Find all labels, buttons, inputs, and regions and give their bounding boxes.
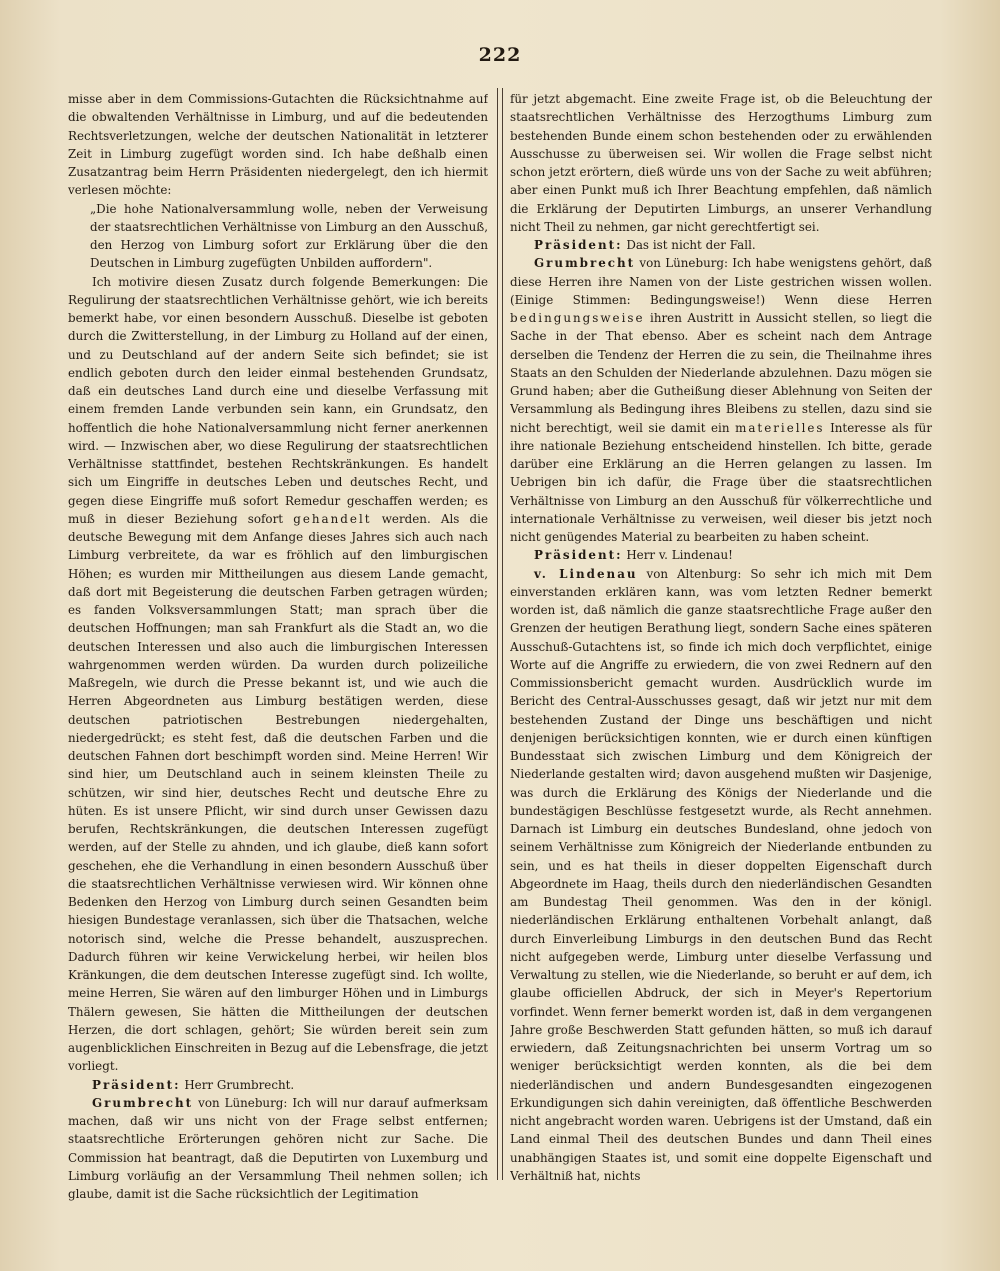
paragraph-continuation: für jetzt abgemacht. Eine zweite Frage ist, ob die Beleuchtung der staatsrechtlichen Verhältnisse des Herzogthums Limburg zum bestehenden Bunde einem schon bestehenden oder zu erwählenden Ausschusse zu überweisen sei. Wir wollen die Frage selbst nicht schon jetzt erörtern, dieß würde uns von der Sache zu weit abführen; aber einen Punkt muß ich Ihrer Beachtung empfehlen, daß nämlich die Erklärung der Deputirten Limburgs, an unserer Verhandlung nicht Theil zu nehmen, gar nicht gerechtfertigt sei.	[510, 92, 932, 234]
speaker-name: Präsident:	[534, 238, 623, 252]
left-column	[68, 90, 488, 1240]
speech-president	[510, 546, 932, 564]
speech-text: Interesse als für ihre nationale Beziehung entscheidend hinstellen. Ich bitte, gerade darüber eine Erklärung an die Herren gelangen zu lassen. Im Uebrigen bin ich dafür, die Frage über die staatsrechtlichen Verhältnisse von Limburg an den Ausschuß für völkerrechtliche und internationale Verhältnisse zu verweisen, weil dieser bis jetzt noch nicht genügendes Material zu bearbeiten zu haben scheint.	[510, 420, 932, 544]
paragraph-text: Ich motivire diesen Zusatz durch folgende Bemerkungen: Die Regulirung der staatsrechtlichen Verhältnisse gehört, wie ich bereits bemerkt habe, vor einen besondern Ausschuß. Dieselbe ist geboten durch die Zwitterstellung, in der Limburg zu Holland auf der einen, und zu Deutschland auf der andern Seite sich befindet; sie ist endlich geboten durch den leider einmal bestehenden Grundsatz, daß ein deutsches Land durch eine und dieselbe Verfassung mit einem fremden Lande verbunden sein kann, ein Grundsatz, den hoffentlich die hohe Nationalversammlung nicht ferner anerkennen wird. — Inzwischen aber, wo diese Regulirung der staatsrechtlichen Verhältnisse stattfindet, bestehen Rechtskränkungen. Es handelt sich um Eingriffe in deutsches Leben und deutsches Recht, und gegen diese Eingriffe muß sofort Remedur geschaffen werden; es muß in dieser Beziehung sofort	[68, 274, 488, 526]
emphasized-word: materielles	[735, 420, 825, 435]
emphasized-word: gehandelt	[293, 511, 372, 526]
emphasized-word: bedingungsweise	[510, 311, 645, 325]
paragraph-text: werden. Als die deutsche Bewegung mit dem Anfange dieses Jahres sich auch nach Limburg verbreitete, da war es fröhlich auf den limburgischen Höhen; es wurden mir Mittheilungen aus diesem Lande gemacht, daß dort mit Begeisterung die deutschen Farben getragen würden; es fanden Volksversammlungen Statt; man sprach über die deutschen Hoffnungen; man sah Frankfurt als die Stadt an, wo die deutschen Interessen und also auch die limburgischen Interessen wahrgenommen werden würden. Da wurden durch polizeiliche Maßregeln, wie durch die Presse bekannt ist, und wie auch die Herren Abgeordneten aus Limburg bestätigen werden, diese deutschen patriotischen Bestrebungen niedergehalten, niedergedrückt; es steht fest, daß die deutschen Farben und die deutschen Fahnen dort beschimpft worden sind. Meine Herren! Wir sind hier, um Deutschland auch in seinem kleinsten Theile zu schützen, wir sind hier, deutsches Recht und deutsche Ehre zu hüten. Es ist unsere Pflicht, wir sind durch unser Gewissen dazu berufen, Rechtskränkungen, die deutschen Interessen zugefügt werden, auf der Stelle zu ahnden, und ich glaube, dieß kann sofort geschehen, ehe die Verhandlung in einen besondern Ausschuß über die staatsrechtlichen Verhältnisse verwiesen wird. Wir können ohne Bedenken den Herzog von Limburg durch seinen Gesandten beim hiesigen Bundestage veranlassen, sich über die Thatsachen, welche notorisch sind, welche die Presse behandelt, auszusprechen. Dadurch führen wir keine Verwickelung herbei, wir heilen blos Kränkungen, die dem deutschen Interesse zugefügt sind. Ich wollte, meine Herren, Sie wären auf den limburger Höhen und in Limburgs Thälern gewesen, Sie hätten die Mittheilungen der deutschen Herzen, die dort schlagen, gehört; Sie würden bereit sein zum augenblicklichen Einschreiten in Bezug auf die Lebensfrage, die jetzt vorliegt.	[68, 511, 488, 1074]
paragraph-motivation	[68, 273, 488, 1076]
speech-text: Herr v. Lindenau!	[626, 548, 733, 563]
motion-quote: „Die hohe Nationalversammlung wolle, neben der Verweisung der staatsrechtlichen Verhältnisse von Limburg an den Ausschuß, den Herzog von Limburg sofort zur Erklärung über die den Deutschen in Limburg zugefügten Unbilden auffordern".	[90, 201, 488, 271]
speech-grumbrecht	[68, 1094, 488, 1204]
speech-president	[68, 1076, 488, 1094]
speech-text: von Lüneburg: Ich habe wenigstens gehört, daß diese Herren ihre Namen von der Liste gestrichen wissen wollen. (Einige Stimmen: Bedingungsweise!) Wenn diese Herren	[510, 256, 932, 307]
speech-text: Das ist nicht der Fall.	[626, 238, 756, 252]
speech-text: ihren Austritt in Aussicht stellen, so liegt die Sache in der That ebenso. Aber es scheint nach dem Antrage derselben die Tendenz der Herren die zu sein, die Theilnahme ihres Staats an den Schulden der Niederlande abzulehnen. Dazu mögen sie Grund haben; aber die Gutheißung dieser Ablehnung von Seiten der Versammlung als Bedingung ihres Bleibens zu stellen, dazu sind sie nicht berechtigt, weil sie damit ein	[510, 311, 932, 435]
speaker-name: Präsident:	[534, 548, 623, 563]
speech-text: Herr Grumbrecht.	[184, 1077, 295, 1092]
paragraph-continuation: misse aber in dem Commissions-Gutachten die Rücksichtnahme auf die obwaltenden Verhältnisse in Limburg, und auf die bedeutenden Rechtsverletzungen, welche der deutschen Nationalität in letzterer Zeit in Limburg zugefügt worden sind. Ich habe deßhalb einen Zusatzantrag beim Herrn Präsidenten niedergelegt, den ich hiermit verlesen möchte:	[68, 92, 488, 198]
speaker-name: Grumbrecht	[534, 256, 636, 271]
speaker-name: Präsident:	[92, 1077, 181, 1092]
speech-president	[510, 236, 932, 254]
speaker-name: v. Lindenau	[534, 566, 638, 581]
column-divider	[497, 88, 503, 1180]
speaker-name: Grumbrecht	[92, 1095, 194, 1110]
page-number: 222	[478, 44, 522, 66]
speech-lindenau	[510, 565, 932, 1186]
speech-text: von Lüneburg: Ich will nur darauf aufmerksam machen, daß wir uns nicht von der Frage selbst entfernen; staatsrechtliche Erörterungen gehören nicht zur Sache. Die Commission hat beantragt, daß die Deputirten von Luxemburg und Limburg vorläufig an der Versammlung Theil nehmen sollen; ich glaube, damit ist die Sache rücksichtlich der Legitimation	[68, 1095, 488, 1201]
right-column	[510, 90, 932, 1240]
speech-text: von Altenburg: So sehr ich mich mit Dem einverstanden erklären kann, was vom letzten Redner bemerkt worden ist, daß nämlich die ganze staatsrechtliche Frage außer den Grenzen der heutigen Berathung liegt, sondern Sache eines späteren Ausschuß-Gutachtens ist, so finde ich mich doch verpflichtet, einige Worte auf die Angriffe zu erwiedern, die von zwei Rednern auf den Commissionsbericht gemacht wurden. Ausdrücklich wurde im Bericht des Central-Ausschusses gesagt, daß wir jetzt nur mit dem bestehenden Zustand der Dinge uns beschäftigen und nicht denjenigen berücksichtigen konnten, wie er durch einen künftigen Bundesstaat sich zwischen Limburg und dem Königreich der Niederlande gestalten wird; davon ausgehend mußten wir Dasjenige, was durch die Erklärung des Königs der Niederlande und die bundestägigen Beschlüsse festgesetzt wurde, als Recht annehmen. Darnach ist Limburg ein deutsches Bundesland, ohne jedoch von seinem Verhältnisse zum Königreich der Niederlande entbunden zu sein, und es hat theils in dieser doppelten Eigenschaft durch Abgeordnete im Haag, theils durch den niederländischen Gesandten am Bundestag Theil genommen. Was den in der königl. niederländischen Erklärung enthaltenen Vorbehalt anlangt, daß durch Einverleibung Limburgs in den deutschen Bund das Recht nicht aufgegeben werde, Limburg unter dieselbe Verfassung und Verwaltung zu stellen, wie die Niederlande, so beruht er auf dem, ich glaube officiellen Abdruck, der sich in Meyer's Repertorium vorfindet. Wenn ferner bemerkt worden ist, daß in dem vergangenen Jahre große Beschwerden Statt gefunden hätten, so muß ich darauf erwiedern, daß Zeitungsnachrichten bei unserm Vortrag um so weniger berücksichtigt werden konnten, als die bei dem niederländischen und andern Bundesgesandten eingezogenen Erkundigungen sich dahin vereinigten, daß öffentliche Beschwerden nicht angebracht worden waren. Uebrigens ist der Umstand, daß ein Land einmal Theil des deutschen Bundes und dann Theil eines unabhängigen Staates ist, und somit eine doppelte Eigenschaft und Verhältniß hat, nichts	[510, 566, 932, 1183]
speech-grumbrecht	[510, 254, 932, 546]
